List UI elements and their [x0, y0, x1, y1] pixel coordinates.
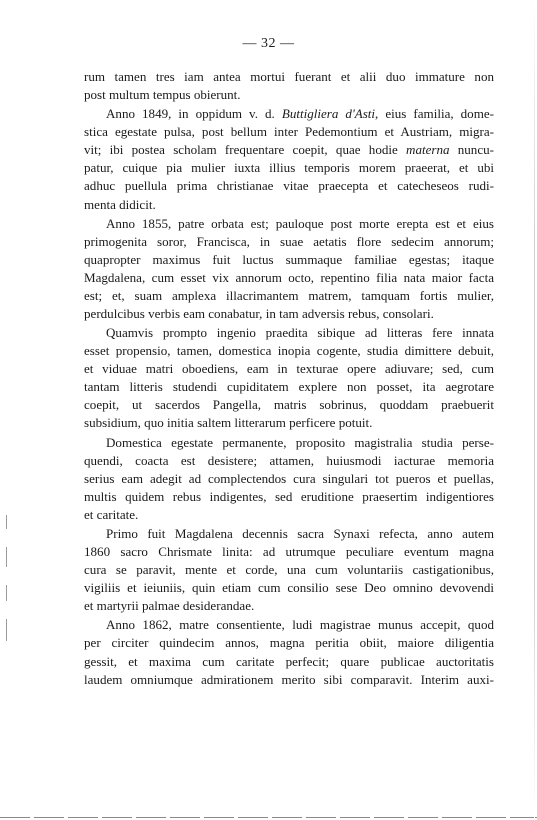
paragraph — [84, 105, 494, 213]
text-line: primogenita soror, Francisca, in suae aetatis flore sedecim annorum; — [84, 233, 494, 249]
text-line: menta didicit. — [84, 196, 156, 212]
italic-term: materna — [406, 142, 450, 158]
text-line: Primo fuit Magdalena decennis sacra Synaxi refecta, anno autem — [106, 525, 494, 541]
text-line: Anno 1862, matre consentiente, ludi magistrae munus accepit, quod — [106, 617, 494, 633]
text-line: adhuc puellula prima christianae vitae praecepta et catecheseos rudi- — [84, 178, 494, 194]
text-line: per circiter quindecim annos, magna peritia obiit, maiore diligentia — [84, 635, 494, 651]
body-text — [84, 68, 494, 690]
paragraph — [84, 215, 494, 323]
page-bottom-edge — [0, 817, 537, 818]
text-line: perdulcibus verbis eam conabatur, in tam adversis rebus, consolari. — [84, 306, 434, 322]
text-line: est; et, suam amplexa illacrimantem matrem, tamquam fortis mulier, — [84, 287, 494, 303]
text-line: et viduae matri oboediens, eam in texturae opere adiuvare; sed, cum — [84, 361, 494, 377]
text-line: quapropter maximus fuit luctus summaque familiae egestas; itaque — [84, 251, 494, 267]
text-line: laudem omniumque admirationem merito sibi comparavit. Interim auxi- — [84, 671, 494, 687]
text-line: Quamvis prompto ingenio praedita sibique ad litteras fere innata — [106, 325, 494, 341]
text-line: rum tamen tres iam antea mortui fuerant et alii duo immature non — [84, 69, 494, 84]
paragraph — [84, 525, 494, 615]
page-number: — 32 — — [242, 36, 295, 51]
paragraph — [84, 616, 494, 688]
text-line: Domestica egestate permanente, proposito magistralia studia perse- — [106, 434, 494, 450]
paragraph — [84, 434, 494, 524]
text-line: et caritate. — [84, 506, 139, 522]
text-line: subsidium, quo initia saltem litterarum perficere potuit. — [84, 415, 373, 431]
text-line: Magdalena, cum esset vix annorum octo, repentino filia nata maior facta — [84, 269, 494, 285]
text-line: multis quidem rebus indigentes, sed eruditione praesertim indigentiores — [84, 488, 494, 504]
binding-edge-marks — [6, 515, 8, 665]
text-line: patur, cuique pia mulier iuxta illius temporis morem praeerat, et ubi — [84, 160, 494, 176]
text-line: tantam litteris studendi cupiditatem explere non posset, ita aegrotare — [84, 379, 494, 395]
text-line: gessit, et maxima cum caritate perfecit; quare publicae auctoritatis — [84, 653, 494, 669]
text-line: vigiliis et ieiuniis, quin etiam cum consilio sese Deo omnino devovendi — [84, 580, 494, 596]
text-line: 1860 sacro Chrismate linita: ad utrumque peculiare eventum magna — [84, 544, 494, 560]
text-line: serius eam adegit ad complectendos cura singulari tot pueros et puellas, — [84, 470, 494, 486]
text-line: Anno 1849, in oppidum v. d. Buttigliera d'Asti, eius familia, dome- — [106, 106, 494, 122]
text-line: et martyrii palmae desiderandae. — [84, 598, 255, 614]
text-line: cura se paravit, mente et corde, una cum voluntariis castigationibus, — [84, 562, 494, 578]
text-line: stica egestate pulsa, post bellum inter Pedemontium et Austriam, migra- — [84, 124, 494, 140]
text-line: post multum tempus obierunt. — [84, 87, 241, 103]
text-line: coepit, ut sacerdos Pangella, matris sobrinus, quoddam praebuerit — [84, 397, 494, 413]
page-right-edge — [534, 0, 535, 820]
text-line: Anno 1855, patre orbata est; pauloque post morte erepta est et eius — [106, 215, 494, 231]
paragraph — [84, 68, 494, 104]
italic-term: Buttigliera d'Asti — [281, 106, 376, 122]
text-line: quendi, coacta est desistere; attamen, huiusmodi iacturae memoria — [84, 452, 494, 468]
text-line: esset propensio, tamen, domestica inopia cogente, studia dimittere debuit, — [84, 343, 494, 359]
text-line: vit; ibi postea scholam frequentare coepit, quae hodie materna nuncu- — [84, 142, 494, 158]
paragraph — [84, 324, 494, 432]
